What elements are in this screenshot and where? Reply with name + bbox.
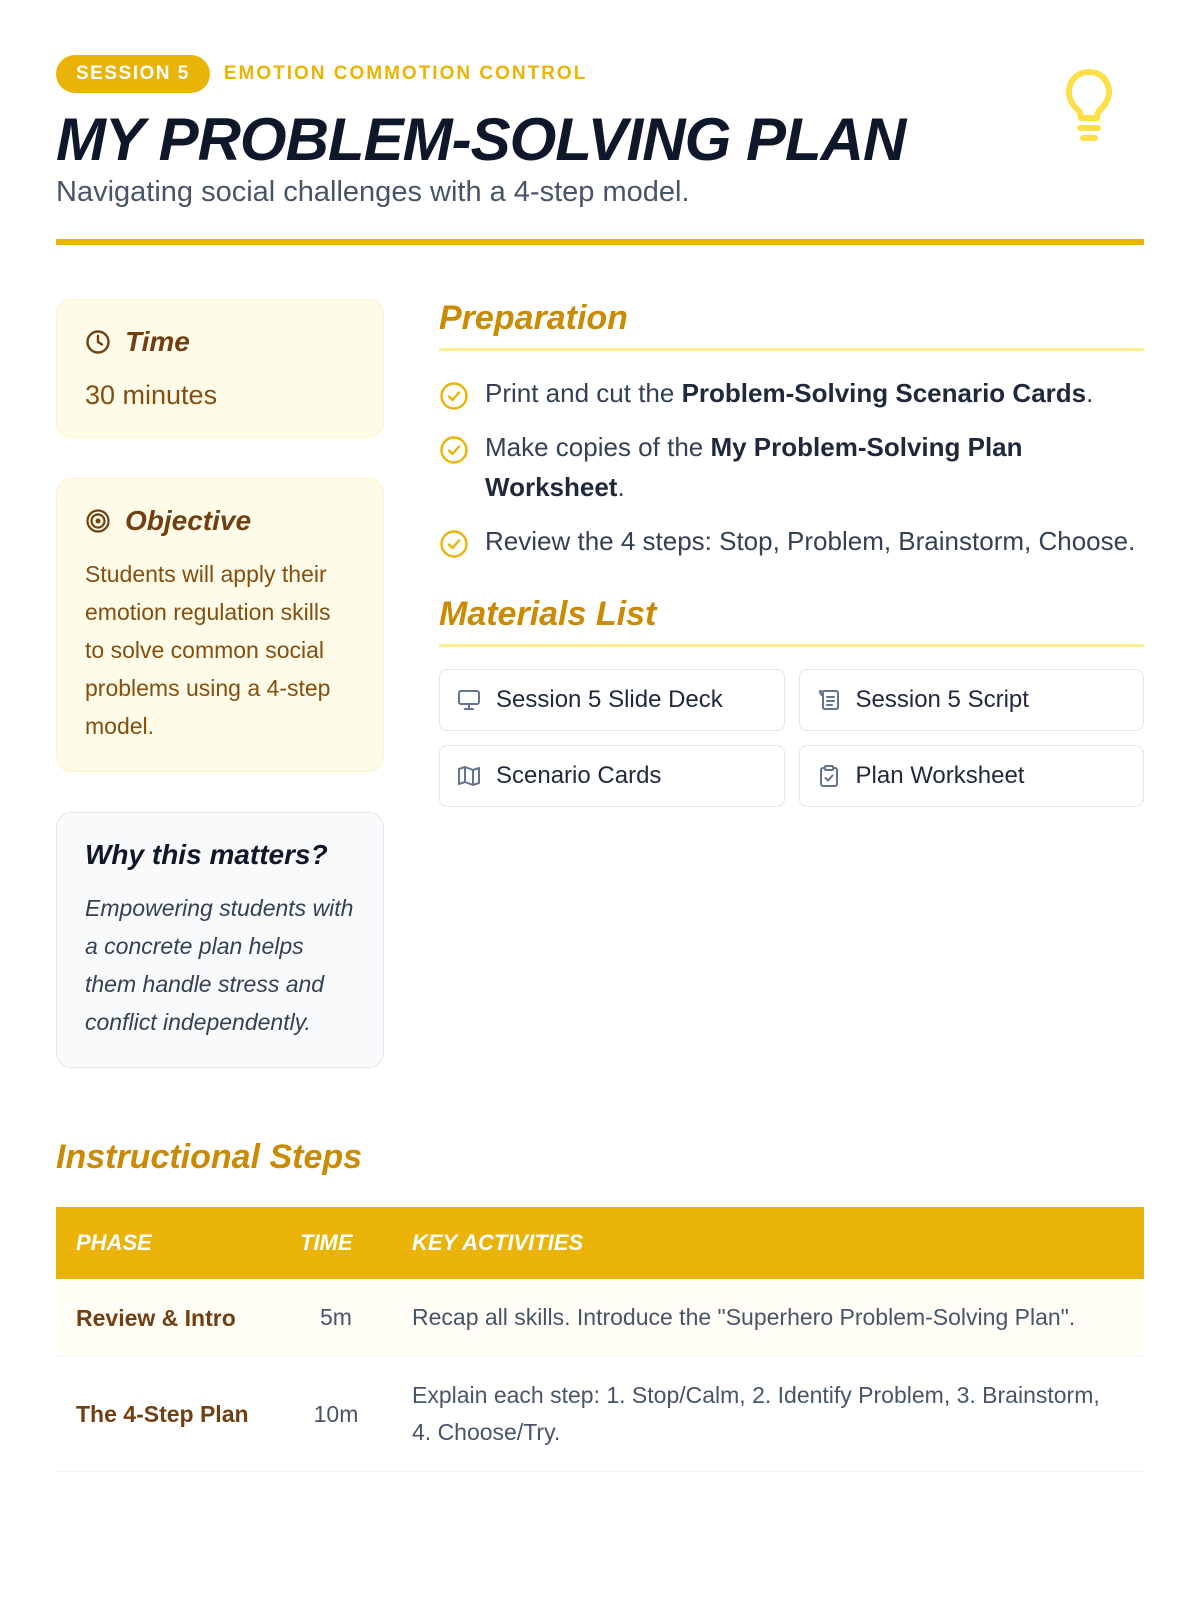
page-subtitle: Navigating social challenges with a 4-step model. <box>56 176 690 208</box>
column-header-time: TIME <box>280 1207 392 1279</box>
script-icon <box>816 687 842 713</box>
steps-table <box>56 1207 1144 1472</box>
page-title: MY PROBLEM-SOLVING PLAN <box>56 106 906 173</box>
why-text: Empowering students with a concrete plan helps them handle stress and conflict independently. <box>85 895 354 1035</box>
sidebar <box>56 299 384 1108</box>
prep-text-bold: Problem-Solving Scenario Cards <box>681 378 1087 408</box>
content-columns <box>56 299 1144 1108</box>
map-icon <box>456 763 482 789</box>
clock-icon <box>85 329 111 355</box>
session-badge: SESSION 5 <box>56 55 210 93</box>
steps-header-row <box>56 1207 1144 1279</box>
time-cell: 5m <box>280 1279 392 1357</box>
materials-grid <box>439 669 1144 807</box>
materials-title: Materials List <box>439 595 1144 647</box>
clipboard-icon <box>816 763 842 789</box>
material-label: Plan Worksheet <box>855 762 1025 789</box>
why-label: Why this matters? <box>85 839 328 870</box>
lightbulb-icon <box>1064 68 1114 144</box>
material-script[interactable] <box>799 669 1145 731</box>
objective-text: Students will apply their emotion regulation skills to solve common social problems using a 4-step model. <box>85 561 331 739</box>
time-cell: 10m <box>280 1357 392 1472</box>
preparation-list <box>439 373 1144 561</box>
objective-card-header <box>85 505 355 537</box>
program-name: EMOTION COMMOTION CONTROL <box>223 63 588 84</box>
prep-text-after: . <box>1086 378 1094 408</box>
table-row <box>56 1357 1144 1472</box>
preparation-item-text <box>485 427 1144 507</box>
objective-label: Objective <box>125 505 252 536</box>
monitor-icon <box>456 687 482 713</box>
time-label: Time <box>125 326 190 357</box>
time-value: 30 minutes <box>85 380 218 410</box>
header-divider <box>56 239 1144 245</box>
column-header-activities: KEY ACTIVITIES <box>392 1207 1144 1279</box>
why-card <box>56 812 384 1068</box>
header <box>56 0 1144 245</box>
prep-text-before: Print and cut the <box>485 378 682 408</box>
check-circle-icon <box>439 529 469 559</box>
material-label: Session 5 Script <box>855 686 1029 713</box>
prep-text-bold: My Problem-Solving Plan Worksheet <box>485 432 1023 502</box>
prep-text-after: . <box>617 472 625 502</box>
time-card-header <box>85 326 355 358</box>
material-plan-worksheet[interactable] <box>799 745 1145 807</box>
preparation-item <box>439 427 1144 507</box>
preparation-title: Preparation <box>439 299 1144 351</box>
phase-cell: The 4-Step Plan <box>56 1357 280 1472</box>
time-card <box>56 299 384 438</box>
check-circle-icon <box>439 381 469 411</box>
steps-title: Instructional Steps <box>56 1138 363 1176</box>
table-row <box>56 1279 1144 1357</box>
why-card-header <box>85 839 355 871</box>
preparation-item <box>439 521 1144 561</box>
main-column <box>439 299 1144 1108</box>
material-slide-deck[interactable] <box>439 669 785 731</box>
material-label: Session 5 Slide Deck <box>496 686 723 713</box>
column-header-phase: PHASE <box>56 1207 280 1279</box>
phase-cell: Review & Intro <box>56 1279 280 1357</box>
material-scenario-cards[interactable] <box>439 745 785 807</box>
preparation-item-text <box>485 521 1135 561</box>
target-icon <box>85 508 111 534</box>
prep-text-before: Make copies of the <box>485 432 711 462</box>
prep-text-before: Review the 4 steps: Stop, Problem, Brainstorm, Choose. <box>485 526 1136 556</box>
preparation-item-text <box>485 373 1093 413</box>
preparation-item <box>439 373 1144 413</box>
kicker-row <box>56 54 1144 94</box>
activity-cell: Explain each step: 1. Stop/Calm, 2. Identify Problem, 3. Brainstorm, 4. Choose/Try. <box>392 1357 1144 1472</box>
material-label: Scenario Cards <box>496 762 662 789</box>
check-circle-icon <box>439 435 469 465</box>
activity-cell: Recap all skills. Introduce the "Superhero Problem-Solving Plan". <box>392 1279 1144 1357</box>
objective-card <box>56 478 384 772</box>
